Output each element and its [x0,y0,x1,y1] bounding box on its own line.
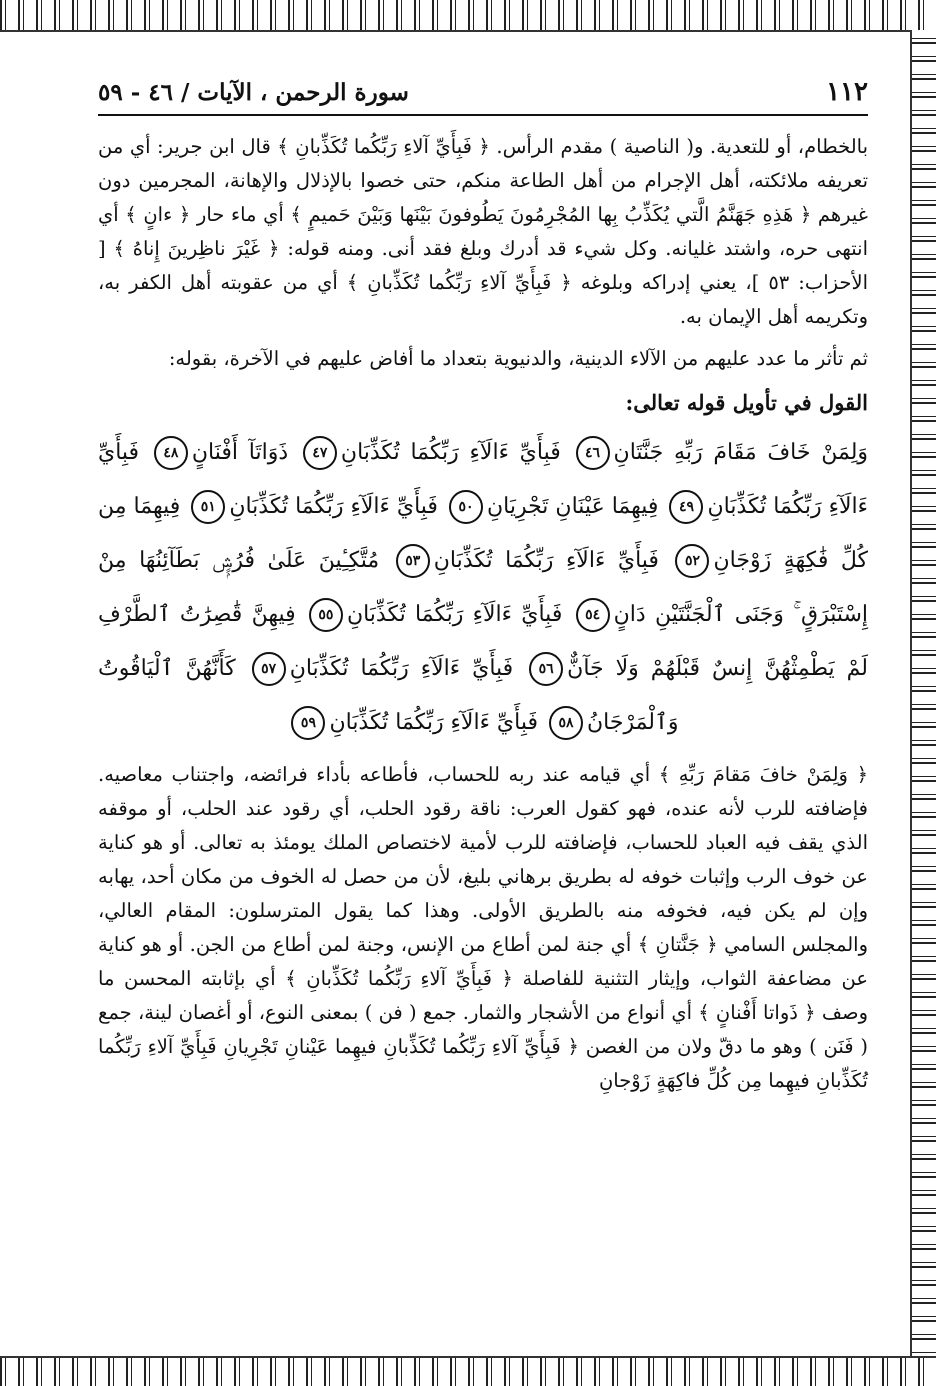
section-heading: القول في تأويل قوله تعالى: [625,390,868,415]
page-title: سورة الرحمن ، الآيات / ٤٦ - ٥٩ [98,78,409,106]
paragraph: بالخطام، أو للتعدية. و( الناصية ) مقدم الرأس. ﴿ فَبِأَيِّ آلاءِ رَبِّكُما تُكَذِّبانِ ﴾ قال ابن جرير: أي من تعريفه ملائكته، أهل الإجرام من أهل الطاعة منكم، حتى خصوا بالإذلال والإهانة، المجرمين دون غيرهم ﴿ هَذِهِ جَهَنَّمُ الَّتي يُكَذِّبُ بِها المُجْرِمُونَ يَطُوفونَ بَيْنَها وَبَيْنَ حَميمٍ ﴾ أي ماء حار ﴿ ءانٍ ﴾ أي انتهى حره، واشتد غليانه. وكل شيء قد أدرك وبلغ فقد أنى. ومنه قوله: ﴿ غَيْرَ ناظِرينَ إِناهُ ﴾ [ الأحزاب: ٥٣ ]، يعني إدراكه وبلوغه ﴿ فَبِأَيِّ آلاءِ رَبِّكُما تُكَذِّبانِ ﴾ أي من عقوبته أهل الكفر به، وتكريمه أهل الإيمان به. [98,135,868,328]
ayah-number-marker: ٤٦ [576,436,610,470]
verse-text: فَبِأَيِّ ءَالَآءِ رَبِّكُمَا تُكَذِّبَانِ [98,440,869,519]
commentary-paragraph: ﴿ وَلِمَنْ خافَ مَقامَ رَبِّهِ ﴾ أي قيامه عند ربه للحساب، فأطاعه بأداء فرائضه، واجتناب معاصيه. فإضافته للرب لأنه عنده، فهو كقول العرب: ناقة رقود الحلب، أي رقود عند الحلب، أو موقفه الذي يقف فيه العباد للحساب، فإضافته للرب لأمية لاختصاص الملك يومئذ به تعالى. أو هو كناية عن خوف الرب وإثبات خوفه له بطريق برهاني بليغ، لأن من حصل له الخوف من مكان أحد، يهابه وإن لم يكن فيه، فخوفه منه بالطريق الأولى. وهذا كما يقول المترسلون: المقام العالي، والمجلس السامي ﴿ جَنَّتانِ ﴾ أي جنة لمن أطاع من الإنس، وجنة لمن أطاع من الجن. أو هو كناية عن مضاعفة الثواب، وإيثار التثنية للفاصلة ﴿ فَبِأَيِّ آلاءِ رَبِّكُما تُكَذِّبانِ ﴾ أي بإثابته المحسن ما وصف ﴿ ذَواتا أَفْنانٍ ﴾ أي أنواع من الأشجار والثمار. جمع ( فن ) بمعنى النوع، أو أغصان لينة، جمع ( فَنَن ) وهو ما دقّ ولان من الغصن ﴿ فَبِأَيِّ آلاءِ رَبِّكُما تُكَذِّبانِ فيهِما عَيْنانِ تَجْرِيانِ فَبِأَيِّ آلاءِ رَبِّكُما تُكَذِّبانِ فيهِما مِن كُلِّ فاكِهَةٍ زَوْجانِ [98,763,869,1092]
ayah-number-marker: ٤٨ [154,436,188,470]
verse-text: فَبِأَيِّ ءَالَآءِ رَبِّكُمَا تُكَذِّبَانِ [289,656,514,681]
ayah-number-marker: ٤٧ [303,436,337,470]
verse-text: كَأَنَّهُنَّ ٱلْيَاقُوتُ وَٱلْمَرْجَانُ [98,656,679,735]
verse-text: فَبِأَيِّ ءَالَآءِ رَبِّكُمَا تُكَذِّبَانِ [229,494,438,519]
ayah-number-marker: ٥٤ [576,598,610,632]
ayah-number-marker: ٥٠ [449,490,483,524]
ayah-number-marker: ٥١ [191,490,225,524]
verse-text: وَلِمَنْ خَافَ مَقَامَ رَبِّهِ جَنَّتَانِ [613,440,869,465]
verse-text: ذَوَاتَآ أَفْنَانٍ [191,440,289,465]
ayah-number-marker: ٤٩ [669,490,703,524]
decorative-border-right [910,30,936,1358]
verse-text: فِيهِنَّ قَٰصِرَٰتُ ٱلطَّرْفِ لَمْ يَطْمِثْهُنَّ إِنسٌ قَبْلَهُمْ وَلَا جَآنٌّ [98,602,868,681]
page-header [98,70,868,116]
verse-text: مُتَّكِـِٔينَ عَلَىٰ فُرُشٍۭ بَطَآئِنُهَا مِنْ إِسْتَبْرَقٍ ۚ وَجَنَى ٱلْجَنَّتَيْنِ دَانٍ [98,548,869,627]
ayah-number-marker: ٥٢ [675,544,709,578]
body-text [98,130,868,1098]
verse-text: فِيهِمَا عَيْنَانِ تَجْرِيَانِ [486,494,659,519]
decorative-border-bottom [0,1356,936,1386]
page-number: ١١٢ [826,77,868,107]
verse-text: فَبِأَيِّ ءَالَآءِ رَبِّكُمَا تُكَذِّبَانِ [340,440,561,465]
verse-text: فَبِأَيِّ ءَالَآءِ رَبِّكُمَا تُكَذِّبَانِ [329,710,538,735]
ayah-number-marker: ٥٨ [549,706,583,740]
ayah-number-marker: ٥٩ [291,706,325,740]
quran-verses-block [98,426,868,750]
verse-text: فَبِأَيِّ ءَالَآءِ رَبِّكُمَا تُكَذِّبَانِ [433,548,659,573]
book-page [98,70,868,1106]
decorative-border-top [0,0,936,32]
ayah-number-marker: ٥٦ [529,652,563,686]
ayah-number-marker: ٥٧ [252,652,286,686]
verse-text: فَبِأَيِّ ءَالَآءِ رَبِّكُمَا تُكَذِّبَانِ [346,602,563,627]
ayah-number-marker: ٥٥ [309,598,343,632]
paragraph: ثم تأثر ما عدد عليهم من الآلاء الدينية، والدنيوية بتعداد ما أفاض عليهم في الآخرة، بقوله: [168,347,868,370]
verse-text: فِيهِمَا مِن كُلِّ فَٰكِهَةٍ زَوْجَانِ [98,494,869,573]
ayah-number-marker: ٥٣ [396,544,430,578]
